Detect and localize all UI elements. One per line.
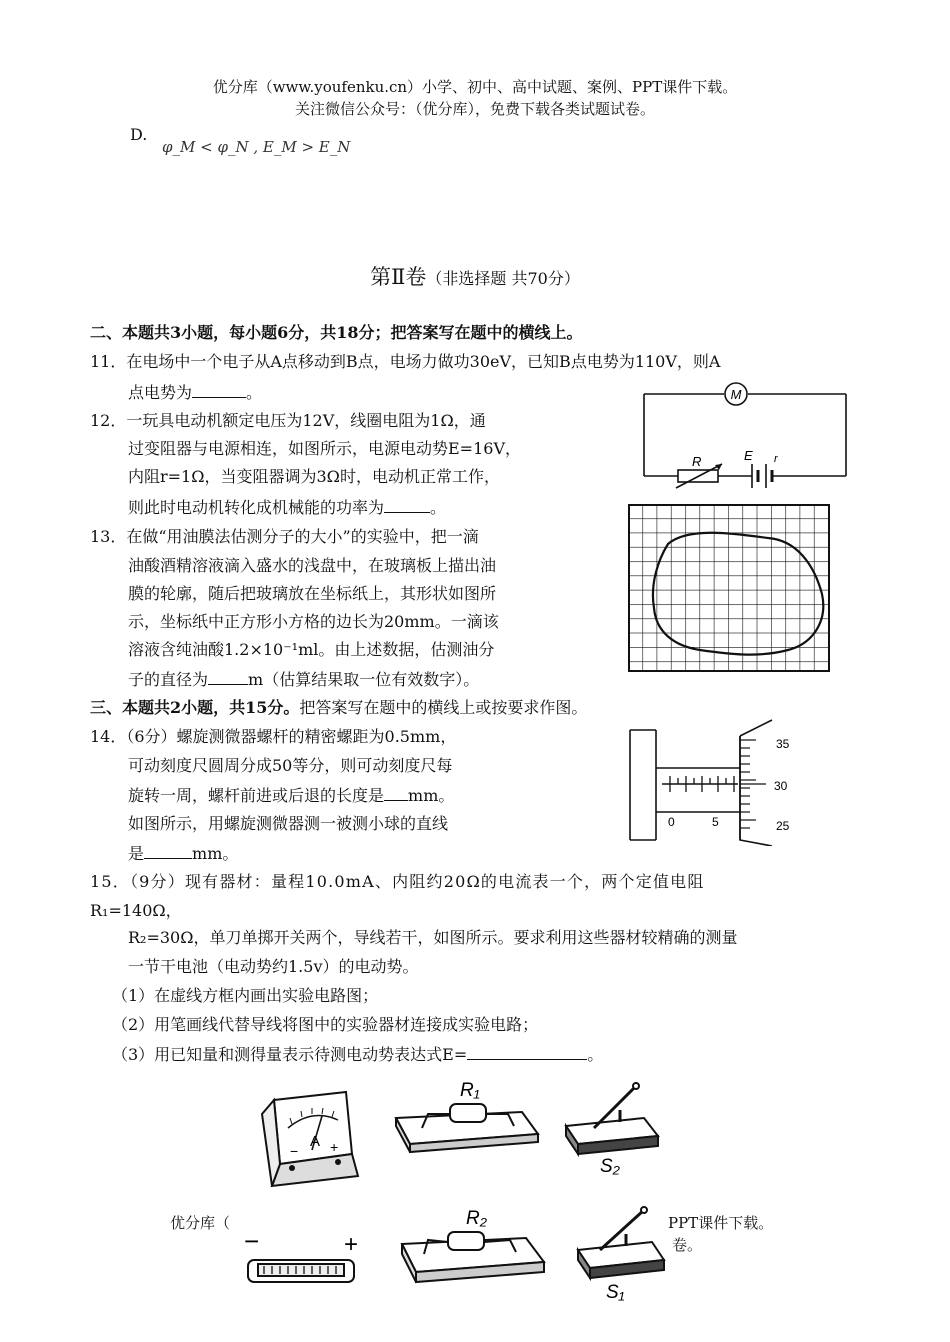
q12-line4 [128, 496, 446, 519]
battery-icon [236, 1228, 370, 1294]
q14-line1: 14．（6分）螺旋测微器螺杆的精密螺距为0.5mm， [90, 727, 457, 746]
q12-line1: 12．一玩具电动机额定电压为12V，线圈电阻为1Ω，通 [90, 411, 486, 430]
q14-line2: 可动刻度尺圆周分成50等分，则可动刻度尺每 [128, 756, 453, 775]
q12-line4-text: 则此时电动机转化成机械能的功率为 [128, 498, 385, 517]
ammeter-symbol: A [310, 1133, 321, 1150]
r1-label: R₁ [460, 1080, 480, 1101]
q15-sub2: （2）用笔画线代替导线将图中的实验器材连接成实验电路； [112, 1015, 539, 1034]
resistor-r2-icon [398, 1200, 548, 1286]
q14-line4: 如图所示，用螺旋测微器测一被测小球的直线 [128, 814, 449, 833]
section-title-main: 第Ⅱ卷 [370, 265, 427, 289]
internal-resistance-label: r [774, 453, 778, 465]
q11-line2 [128, 381, 262, 404]
q13-line6-text: 子的直径为 [128, 670, 209, 689]
q15-sub3 [112, 1043, 603, 1066]
q13-answer-blank[interactable] [208, 668, 248, 685]
micrometer-figure [626, 716, 802, 846]
q13-line4: 示，坐标纸中正方形小方格的边长为20mm。一滴该 [128, 612, 499, 631]
ammeter-icon [254, 1084, 364, 1194]
thimble-label-30: 30 [774, 779, 788, 793]
r2-label: R₂ [466, 1208, 487, 1229]
battery-minus: − [244, 1228, 260, 1256]
q15-line1: 15．（9分）现有器材：量程10.0mA、内阻约20Ω的电流表一个，两个定值电阻 [90, 872, 705, 891]
q12-circuit-diagram [636, 380, 856, 496]
header-line-1: 优分库（www.youfenku.cn）小学、初中、高中试题、案例、PPT课件下载。 [212, 78, 738, 96]
option-d-label: D. [130, 125, 148, 144]
footer-left: 优分库（ [170, 1214, 231, 1232]
q13-line3: 膜的轮廓，随后把玻璃放在坐标纸上，其形状如图所 [128, 584, 497, 603]
s1-label: S₁ [606, 1282, 625, 1303]
switch-s1-icon [572, 1204, 672, 1304]
switch-s2-icon [560, 1080, 670, 1176]
q14-line5-text: 是 [128, 844, 145, 863]
q13-line2: 油酸酒精溶液滴入盛水的浅盘中，在玻璃板上描出油 [128, 556, 497, 575]
q14-line3-text: 旋转一周，螺杆前进或后退的长度是 [128, 786, 385, 805]
rheostat-label: R [692, 454, 702, 469]
footer-right: PPT课件下载。 [668, 1214, 774, 1232]
motor-label: M [730, 387, 742, 402]
header-line-2: 关注微信公众号：（优分库），免费下载各类试题试卷。 [294, 100, 655, 118]
q13-line5: 溶液含纯油酸1.2×10⁻¹ml。由上述数据，估测油分 [128, 640, 495, 659]
battery-plus: + [344, 1231, 359, 1258]
q14-line3 [128, 784, 454, 807]
q13-line1: 13．在做“用油膜法估测分子的大小”的实验中，把一滴 [90, 527, 479, 546]
oil-film-grid-figure [628, 504, 834, 676]
q15-sub1: （1）在虚线方框内画出实验电路图； [112, 986, 379, 1005]
part2-heading: 二、本题共3小题，每小题6分，共18分；把答案写在题中的横线上。 [90, 323, 583, 342]
q13-line6 [128, 668, 479, 691]
q12-answer-blank[interactable] [384, 496, 430, 513]
thimble-label-35: 35 [776, 737, 790, 751]
resistor-r1-icon [392, 1074, 542, 1156]
thimble-label-25: 25 [776, 819, 790, 833]
section-title-sub: （非选择题 共70分） [426, 269, 580, 288]
q15-answer-blank[interactable] [467, 1043, 587, 1060]
ammeter-plus: + [330, 1139, 339, 1155]
part3-heading-row [90, 697, 587, 719]
main-scale-label-0: 0 [668, 815, 675, 829]
q11-answer-blank[interactable] [192, 381, 246, 398]
q15-line2: R₁=140Ω， [90, 901, 182, 920]
q15-line3: R₂=30Ω，单刀单掷开关两个，导线若干，如图所示。要求利用这些器材较精确的测量 [128, 928, 738, 947]
q12-line4-end: 。 [430, 498, 447, 517]
s2-label: S₂ [600, 1156, 620, 1176]
q12-line3: 内阻r=1Ω，当变阻器调为3Ω时，电动机正常工作， [128, 467, 500, 486]
footer-right-2: 卷。 [672, 1236, 703, 1254]
ammeter-minus: − [290, 1143, 299, 1159]
main-scale-label-5: 5 [712, 815, 719, 829]
q11-line2-text: 点电势为 [128, 383, 193, 402]
q15-line4: 一节干电池（电动势约1.5v）的电动势。 [128, 957, 419, 976]
q13-line6-end: m（估算结果取一位有效数字）。 [248, 670, 480, 689]
q14-answer-blank-2[interactable] [144, 842, 192, 859]
q11-line1: 11．在电场中一个电子从A点移动到B点，电场力做功30eV，已知B点电势为110V，则A [90, 352, 721, 371]
q14-line5-end: mm。 [192, 844, 239, 863]
emf-label: E [744, 448, 753, 463]
q14-answer-blank-1[interactable] [384, 784, 408, 801]
section-title [0, 266, 950, 290]
q15-sub3-end: 。 [587, 1045, 604, 1064]
q14-line3-end: mm。 [408, 786, 455, 805]
part3-heading: 三、本题共2小题，共15分。 [90, 698, 300, 717]
option-d-formula: φ_M < φ_N , E_M > E_N [162, 138, 351, 156]
q11-line2-end: 。 [246, 383, 263, 402]
q14-line5 [128, 842, 238, 865]
q15-sub3-text: （3）用已知量和测得量表示待测电动势表达式E= [112, 1045, 468, 1064]
part3-heading-tail: 把答案写在题中的横线上或按要求作图。 [299, 698, 588, 717]
q12-line2: 过变阻器与电源相连，如图所示，电源电动势E=16V， [128, 439, 522, 458]
